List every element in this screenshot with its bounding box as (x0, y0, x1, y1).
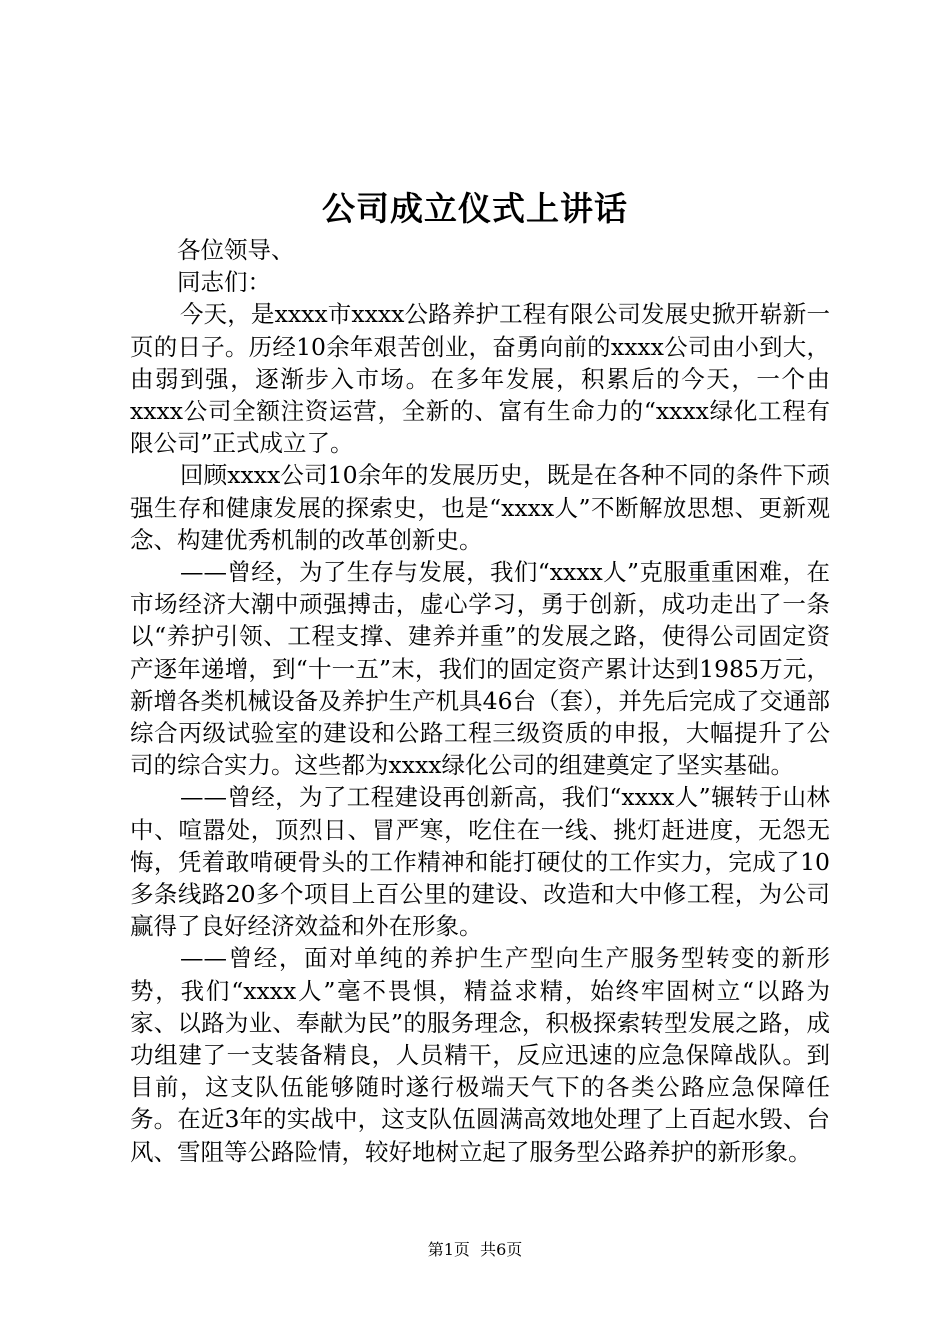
document-body (130, 234, 830, 1168)
greeting-line: 各位领导、 (177, 236, 295, 264)
body-paragraph: ——曾经，为了工程建设再创新高，我们“xxxx人”辗转于山林中、喧嚣处，顶烈日、冒严寒，吃住在一线、挑灯赶进度，无怨无悔，凭着敢啃硬骨头的工作精神和能打硬仗的工作实力，完成了10多条线路20多个项目上百公里的建设、改造和大中修工程，为公司赢得了良好经济效益和外在形象。 (130, 783, 830, 941)
page-footer (0, 1238, 950, 1262)
page-number-current: 第1页 (427, 1240, 470, 1259)
body-paragraph: 回顾xxxx公司10余年的发展历史，既是在各种不同的条件下顽强生存和健康发展的探索史，也是“xxxx人”不断解放思想、更新观念、构建优秀机制的改革创新史。 (130, 461, 830, 554)
document-title: 公司成立仪式上讲话 (322, 189, 628, 228)
body-paragraph: ——曾经，面对单纯的养护生产型向生产服务型转变的新形势，我们“xxxx人”毫不畏惧，精益求精，始终牢固树立“以路为家、以路为业、奉献为民”的服务理念，积极探索转型发展之路，成功组建了一支装备精良，人员精干，反应迅速的应急保障战队。到目前，这支队伍能够随时遂行极端天气下的各类公路应急保障任务。在近3年的实战中，这支队伍圆满高效地处理了上百起水毁、台风、雪阻等公路险情，较好地树立起了服务型公路养护的新形象。 (130, 944, 830, 1166)
body-paragraph: 今天，是xxxx市xxxx公路养护工程有限公司发展史掀开崭新一页的日子。历经10余年艰苦创业，奋勇向前的xxxx公司由小到大，由弱到强，逐渐步入市场。在多年发展，积累后的今天，一个由xxxx公司全额注资运营，全新的、富有生命力的“xxxx绿化工程有限公司”正式成立了。 (130, 300, 830, 458)
body-paragraph: ——曾经，为了生存与发展，我们“xxxx人”克服重重困难，在市场经济大潮中顽强搏击，虚心学习，勇于创新，成功走出了一条以“养护引领、工程支撑、建养并重”的发展之路，使得公司固定资产逐年递增，到“十一五”末，我们的固定资产累计达到1985万元，新增各类机械设备及养护生产机具46台（套），并先后完成了交通部综合丙级试验室的建设和公路工程三级资质的申报，大幅提升了公司的综合实力。这些都为xxxx绿化公司的组建奠定了坚实基础。 (130, 558, 830, 780)
page-number-total: 共6页 (480, 1240, 523, 1259)
greeting-line: 同志们： (177, 268, 271, 297)
